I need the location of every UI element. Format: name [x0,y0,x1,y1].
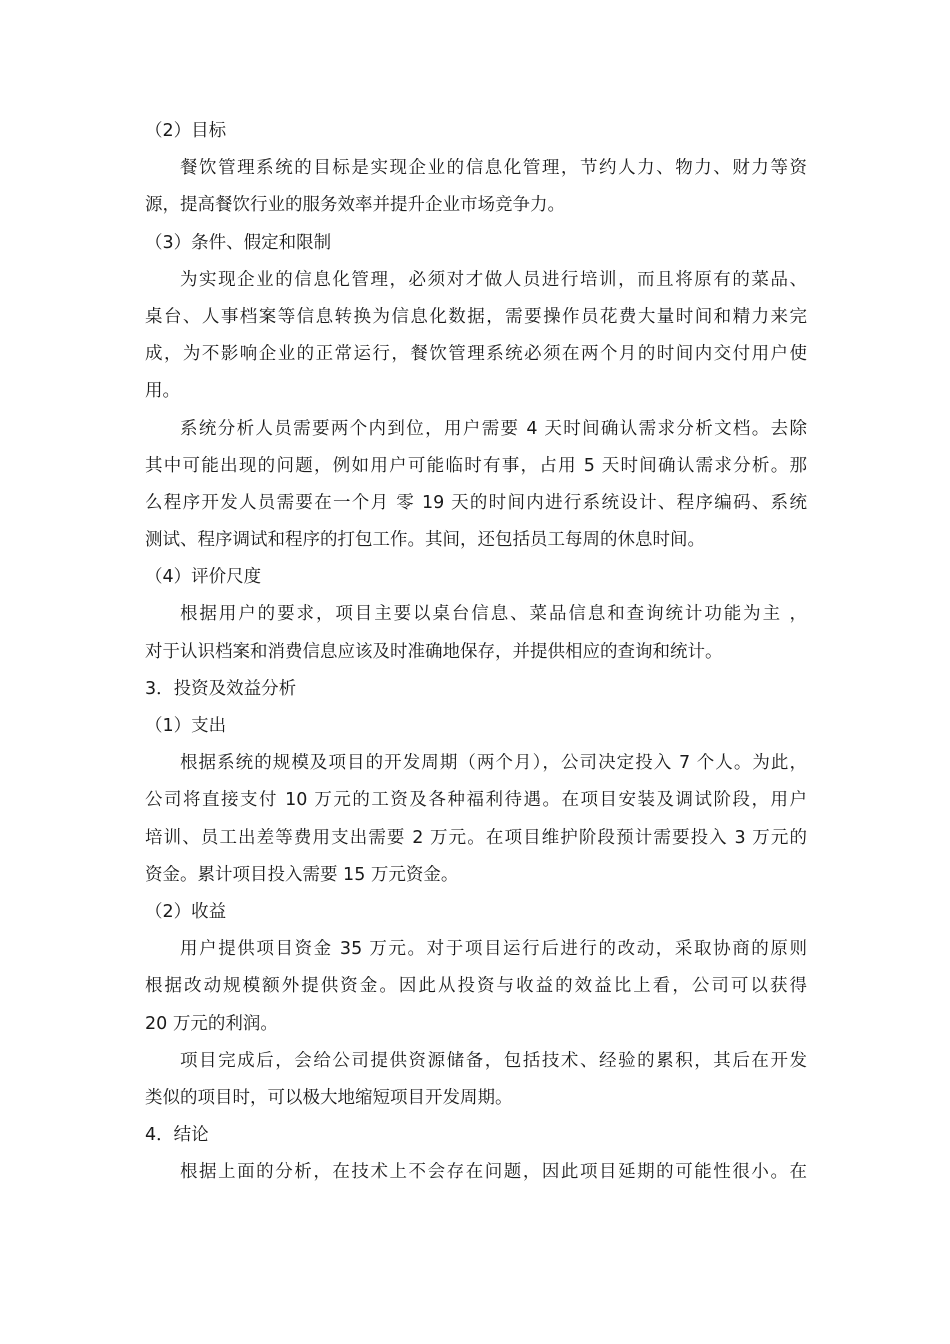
document-body [145,113,807,1191]
paragraph-line: 根据改动规模额外提供资金。因此从投资与收益的效益比上看，公司可以获得 [145,976,807,997]
paragraph-line: 对于认识档案和消费信息应该及时准确地保存，并提供相应的查询和统计。 [145,641,723,662]
paragraph-line: 类似的项目时，可以极大地缩短项目开发周期。 [145,1087,513,1108]
paragraph-line: 其中可能出现的问题，例如用户可能临时有事，占用 5 天时间确认需求分析。那 [145,455,807,476]
paragraph-line: 用。 [145,381,180,402]
paragraph-line: 桌台、人事档案等信息转换为信息化数据，需要操作员花费大量时间和精力来完 [145,306,807,327]
paragraph-line: 根据用户的要求，项目主要以桌台信息、菜品信息和查询统计功能为主 ， [180,604,807,625]
paragraph-line: 根据系统的规模及项目的开发周期（两个月），公司决定投入 7 个人。为此， [180,753,807,774]
paragraph-line: 20 万元的利润。 [145,1013,278,1034]
section-heading: （2）收益 [145,901,227,922]
paragraph-line: 源，提高餐饮行业的服务效率并提升企业市场竞争力。 [145,195,565,216]
paragraph-line: 为实现企业的信息化管理，必须对才做人员进行培训，而且将原有的菜品、 [180,269,807,290]
paragraph-line: 公司将直接支付 10 万元的工资及各种福利待遇。在项目安装及调试阶段，用户 [145,790,807,811]
paragraph-line: 餐饮管理系统的目标是实现企业的信息化管理，节约人力、物力、财力等资 [180,158,807,179]
paragraph-line: 系统分析人员需要两个内到位，用户需要 4 天时间确认需求分析文档。去除 [180,418,807,439]
paragraph-line: 测试、程序调试和程序的打包工作。其间，还包括员工每周的休息时间。 [145,530,705,551]
section-heading: （1）支出 [145,716,227,736]
section-heading: （4）评价尺度 [145,567,262,588]
paragraph-line: 根据上面的分析，在技术上不会存在问题，因此项目延期的可能性很小。在 [180,1162,807,1183]
paragraph-line: 资金。累计项目投入需要 15 万元资金。 [145,864,459,885]
paragraph-line: 成，为不影响企业的正常运行，餐饮管理系统必须在两个月的时间内交付用户使 [145,344,807,365]
paragraph-line: 用户提供项目资金 35 万元。对于项目运行后进行的改动，采取协商的原则 [180,939,807,960]
paragraph-line: 培训、员工出差等费用支出需要 2 万元。在项目维护阶段预计需要投入 3 万元的 [145,827,807,848]
paragraph-line: 么程序开发人员需要在一个月 零 19 天的时间内进行系统设计、程序编码、系统 [145,492,807,513]
section-heading: （2）目标 [145,121,227,141]
section-heading: 4．结论 [145,1125,209,1146]
paragraph-line: 项目完成后，会给公司提供资源储备，包括技术、经验的累积，其后在开发 [180,1050,807,1071]
section-heading: 3．投资及效益分析 [145,678,297,699]
section-heading: （3）条件、假定和限制 [145,232,332,253]
